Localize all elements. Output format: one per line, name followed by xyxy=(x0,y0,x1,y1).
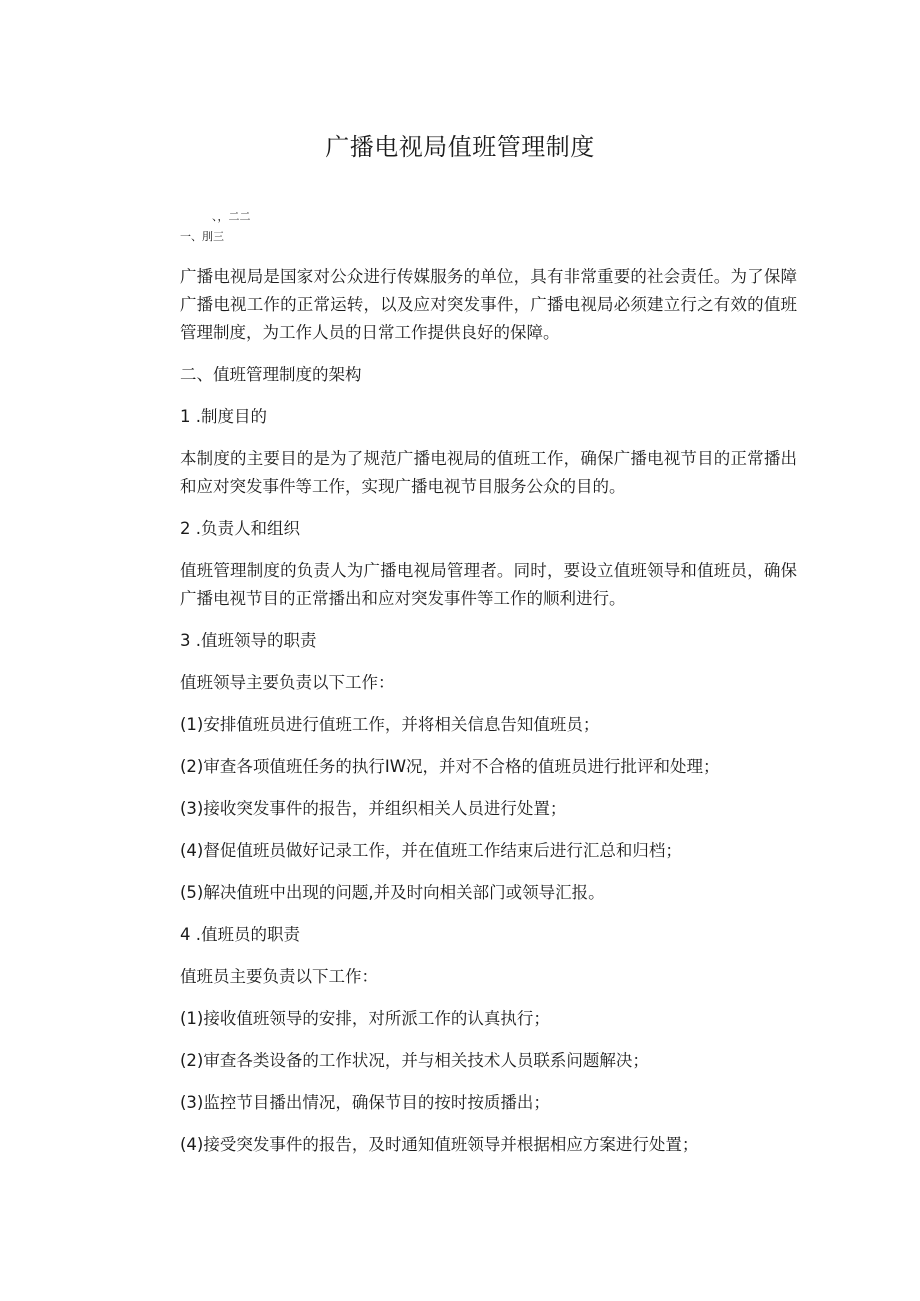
subsection-heading-purpose: 1 .制度目的 xyxy=(180,407,267,426)
subsection-heading-leader-duties: 3 .值班领导的职责 xyxy=(180,631,317,650)
list-item: (3)监控节目播出情况，确保节目的按时按质播出； xyxy=(180,1093,550,1112)
list-item: (2)审查各类设备的工作状况，并与相关技术人员联系问题解决； xyxy=(180,1051,649,1070)
document-body xyxy=(180,263,797,1159)
list-item: (4)督促值班员做好记录工作，并在值班工作结束后进行汇总和归档； xyxy=(180,841,682,860)
list-item: (1)安排值班员进行值班工作，并将相关信息告知值班员； xyxy=(180,715,600,734)
intro-paragraph: 广播电视局是国家对公众进行传媒服务的单位，具有非常重要的社会责任。为了保障广播电视工作的正常运转，以及应对突发事件，广播电视局必须建立行之有效的值班管理制度，为工作人员的日常工作提供良好的保障。 xyxy=(180,267,797,342)
section-heading-architecture: 二、值班管理制度的架构 xyxy=(180,365,362,384)
ocr-artifact-line: 、，二二 xyxy=(212,210,251,223)
section-one-heading: 一、刖三 xyxy=(180,230,224,243)
subsection-heading-staff-duties: 4 .值班员的职责 xyxy=(180,925,300,944)
list-item: (1)接收值班领导的安排，对所派工作的认真执行； xyxy=(180,1009,550,1028)
list-item: (3)接收突发事件的报告，并组织相关人员进行处置； xyxy=(180,799,567,818)
purpose-paragraph: 本制度的主要目的是为了规范广播电视局的值班工作，确保广播电视节目的正常播出和应对突发事件等工作，实现广播电视节目服务公众的目的。 xyxy=(180,449,797,496)
responsible-paragraph: 值班管理制度的负责人为广播电视局管理者。同时，要设立值班领导和值班员，确保广播电视节目的正常播出和应对突发事件等工作的顺利进行。 xyxy=(180,561,797,608)
list-item: (5)解决值班中出现的问题,并及时向相关部门或领导汇报。 xyxy=(180,883,605,902)
subsection-heading-responsible: 2 .负责人和组织 xyxy=(180,519,300,538)
staff-duties-intro: 值班员主要负责以下工作： xyxy=(180,967,378,986)
list-item: (4)接受突发事件的报告，及时通知值班领导并根据相应方案进行处置； xyxy=(180,1135,699,1154)
leader-duties-intro: 值班领导主要负责以下工作： xyxy=(180,673,395,692)
list-item: (2)审查各项值班任务的执行IW况，并对不合格的值班员进行批评和处理； xyxy=(180,757,720,776)
document-title: 广播电视局值班管理制度 xyxy=(325,133,595,161)
